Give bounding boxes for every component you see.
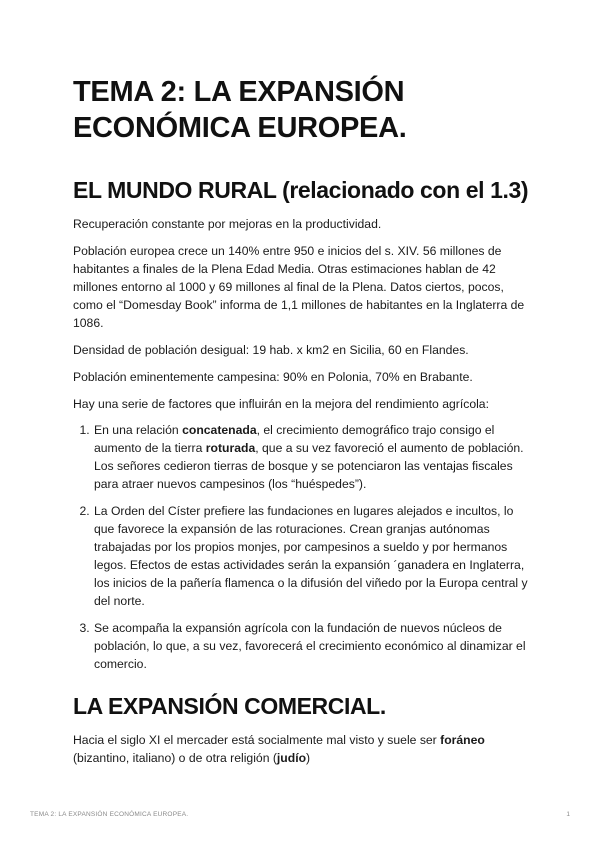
list-item: 3. Se acompaña la expansión agrícola con la fundación de nuevos núcleos de población, lo que, a su vez, favorecerá el crecimiento económico al dinamizar el comercio. xyxy=(93,619,533,673)
paragraph-recuperacion: Recuperación constante por mejoras en la productividad. xyxy=(73,217,382,231)
document-title: TEMA 2: LA EXPANSIÓN ECONÓMICA EUROPEA. xyxy=(73,76,407,144)
page-number: 1 xyxy=(566,811,570,818)
bold-term: roturada xyxy=(205,441,256,455)
paragraph-factores: Hay una serie de factores que influirán en la mejora del rendimiento agrícola: xyxy=(73,397,489,411)
bold-term: judío xyxy=(276,751,307,765)
paragraph-mercader: Hacia el siglo XI el mercader está socialmente mal visto y suele ser foráneo (bizantino, italiano) o de otra religión (judío) xyxy=(73,733,485,765)
factors-list xyxy=(73,421,533,673)
paragraph-campesina: Población eminentemente campesina: 90% en Polonia, 70% en Brabante. xyxy=(73,370,473,384)
list-item: 2. La Orden del Císter prefiere las fundaciones en lugares alejados e incultos, lo que favorece la expansión de las roturaciones. Crean granjas autónomas trabajadas por los propios monjes, por campesinos a sueldo y por hermanos legos. Efectos de estas actividades serán la expansión ´ganadera en Inglaterra, los inicios de la pañería flamenca o la difusión del viñedo por la Europa central y del norte. xyxy=(93,502,533,610)
section-heading-rural: EL MUNDO RURAL (relacionado con el 1.3) xyxy=(73,177,529,203)
bold-term: foráneo xyxy=(440,733,485,747)
list-item: 1. En una relación concatenada, el crecimiento demográfico trajo consigo el aumento de la tierra roturada, que a su vez favoreció el aumento de población. Los señores cedieron tierras de bosque y se potenciaron las ventajas fiscales para atraer nuevos campesinos (los “huéspedes”). xyxy=(93,421,533,493)
document-page xyxy=(73,74,533,767)
footer-title: TEMA 2: LA EXPANSIÓN ECONÓMICA EUROPEA. xyxy=(30,811,189,818)
bold-term: concatenada xyxy=(182,423,257,437)
paragraph-poblacion: Población europea crece un 140% entre 950 e inicios del s. XIV. 56 millones de habitantes a finales de la Plena Edad Media. Otras estimaciones hablan de 42 millones entorno al 1000 y 69 millones al final de la Plena. Datos ciertos, pocos, como el “Domesday Book” informa de 1,1 millones de habitantes en la Inglaterra de 1086. xyxy=(73,244,525,330)
section-heading-comercial: LA EXPANSIÓN COMERCIAL. xyxy=(73,693,386,719)
paragraph-densidad: Densidad de población desigual: 19 hab. x km2 en Sicilia, 60 en Flandes. xyxy=(73,343,469,357)
